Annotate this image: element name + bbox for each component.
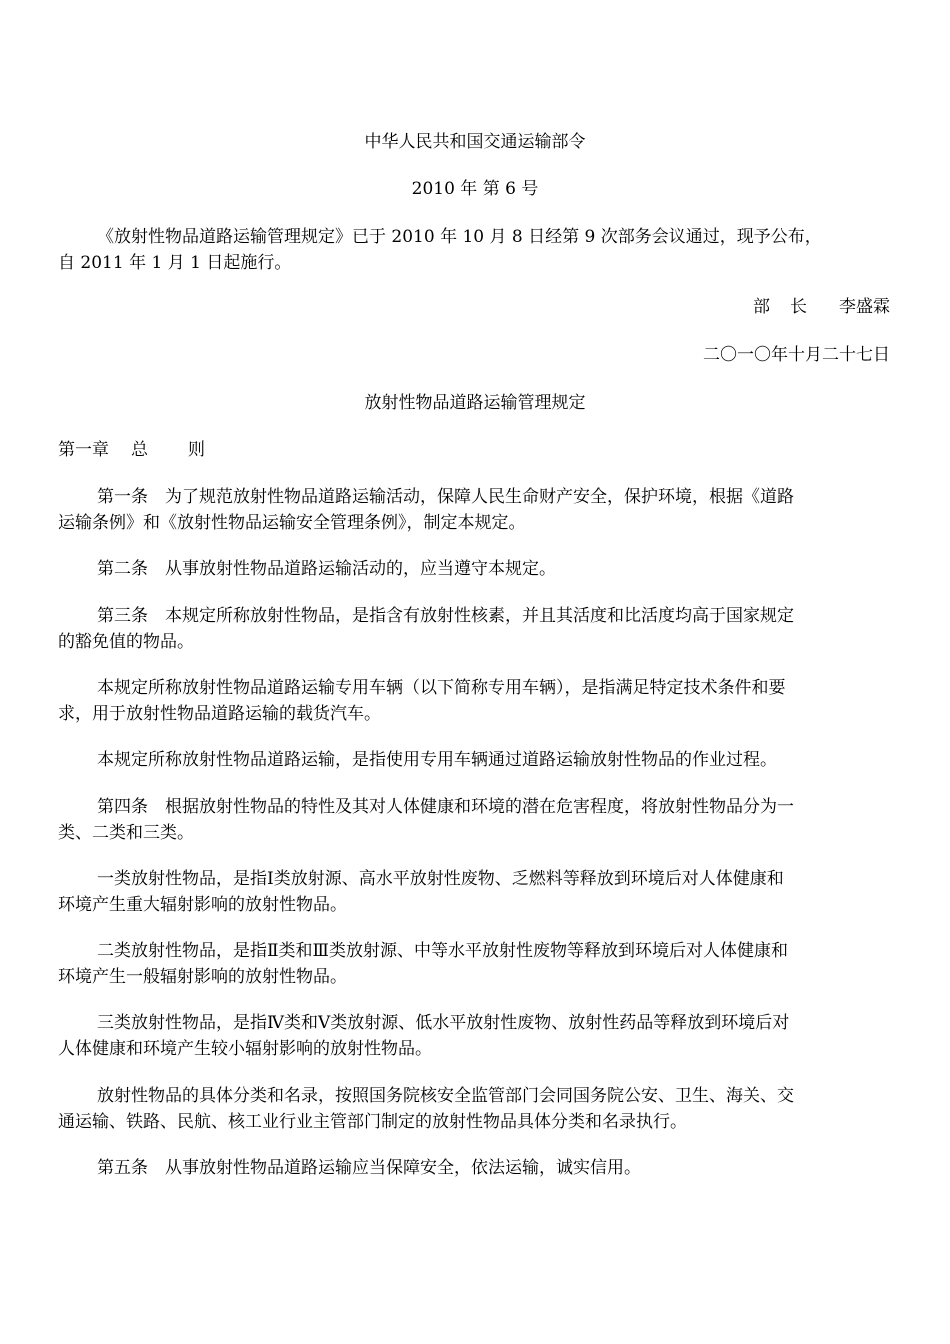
signature-name: 李盛霖 <box>839 297 890 317</box>
paragraph-line: 第一条 为了规范放射性物品道路运输活动，保障人民生命财产安全，保护环境，根据《道路 <box>97 487 794 507</box>
paragraph-line: 人体健康和环境产生较小辐射影响的放射性物品。 <box>58 1039 432 1059</box>
order-number: 2010 年 第 6 号 <box>411 179 539 199</box>
paragraph-line: 类、二类和三类。 <box>58 823 194 843</box>
paragraph-line: 环境产生一般辐射影响的放射性物品。 <box>58 967 347 987</box>
paragraph-line: 环境产生重大辐射影响的放射性物品。 <box>58 895 347 915</box>
paragraph-line: 通运输、铁路、民航、核工业行业主管部门制定的放射性物品具体分类和名录执行。 <box>58 1112 687 1132</box>
paragraph-line: 本规定所称放射性物品道路运输专用车辆（以下简称专用车辆），是指满足特定技术条件和要 <box>97 678 786 698</box>
signature <box>0 296 890 318</box>
paragraph-line: 二类放射性物品，是指Ⅱ类和Ⅲ类放射源、中等水平放射性废物等释放到环境后对人体健康和 <box>97 941 788 961</box>
paragraph-line: 求，用于放射性物品道路运输的载货汽车。 <box>58 704 381 724</box>
paragraph-line: 第五条 从事放射性物品道路运输应当保障安全，依法运输，诚实信用。 <box>97 1158 641 1178</box>
order-title: 中华人民共和国交通运输部令 <box>364 132 586 152</box>
signature-role-a: 部 <box>753 297 770 317</box>
chapter-label: 第一章 <box>58 440 109 460</box>
paragraph-line: 第四条 根据放射性物品的特性及其对人体健康和环境的潜在危害程度，将放射性物品分为一 <box>97 797 794 817</box>
paragraph-line: 第二条 从事放射性物品道路运输活动的，应当遵守本规定。 <box>97 559 556 579</box>
paragraph-line: 第三条 本规定所称放射性物品，是指含有放射性核素，并且其活度和比活度均高于国家规定 <box>97 606 794 626</box>
paragraph-line: 放射性物品的具体分类和名录，按照国务院核安全监管部门会同国务院公安、卫生、海关、交 <box>97 1086 794 1106</box>
paragraph-line: 一类放射性物品，是指Ⅰ类放射源、高水平放射性废物、乏燃料等释放到环境后对人体健康和 <box>97 869 784 889</box>
paragraph-line: 的豁免值的物品。 <box>58 632 194 652</box>
paragraph-line: 本规定所称放射性物品道路运输，是指使用专用车辆通过道路运输放射性物品的作业过程。 <box>97 750 777 770</box>
chapter-word-a: 总 <box>131 440 148 460</box>
chapter-word-b: 则 <box>188 440 205 460</box>
intro-line-2: 自 2011 年 1 月 1 日起施行。 <box>58 253 292 273</box>
chapter-heading <box>58 439 890 461</box>
paragraph-line: 运输条例》和《放射性物品运输安全管理条例》，制定本规定。 <box>58 513 526 533</box>
signature-role-b: 长 <box>790 297 807 317</box>
regulation-title: 放射性物品道路运输管理规定 <box>364 393 586 413</box>
intro-line-1: 《放射性物品道路运输管理规定》已于 2010 年 10 月 8 日经第 9 次部务会议通过，现予公布， <box>97 227 822 247</box>
document-date: 二〇一〇年十月二十七日 <box>703 345 890 365</box>
paragraph-line: 三类放射性物品，是指Ⅳ类和Ⅴ类放射源、低水平放射性废物、放射性药品等释放到环境后对 <box>97 1013 790 1033</box>
